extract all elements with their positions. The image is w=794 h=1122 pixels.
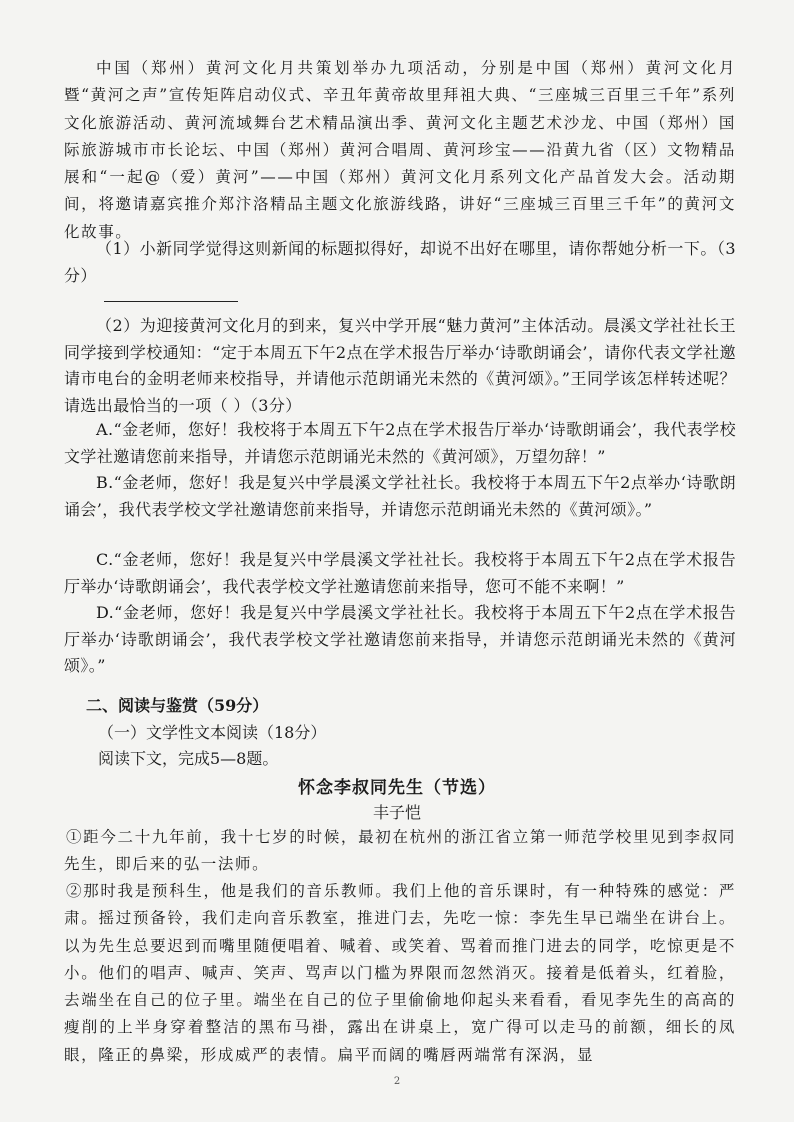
option-a: A.“金老师，您好！我校将于本周五下午2点在学术报告厅举办‘诗歌朗诵会’，我代表学校文学社邀请您前来指导，并请您示范朗诵光未然的《黄河颂》，万望勿辞！” [64,420,736,466]
article-paragraph-2: ②那时我是预科生，他是我们的音乐教师。我们上他的音乐课时，有一种特殊的感觉：严肃。摇过预备铃，我们走向音乐教室，推进门去，先吃一惊：李先生早已端坐在讲台上。以为先生总要迟到而嘴里随便唱着、喊着、或笑着、骂着而推门进去的同学，吃惊更是不小。他们的唱声、喊声、笑声、骂声以门槛为界限而忽然消灭。接着是低着头，红着脸，去端坐在自己的位子里。端坐在自己的位子里偷偷地仰起头来看看，看见李先生的高高的瘦削的上半身穿着整洁的黑布马褂，露出在讲桌上，宽广得可以走马的前额，细长的凤眼，隆正的鼻梁，形成威严的表情。扁平而阔的嘴唇两端常有深涡，显 [64,882,736,1064]
option-d: D.“金老师，您好！我是复兴中学晨溪文学社社长。我校将于本周五下午2点在学术报告厅举办‘诗歌朗诵会’，我代表学校文学社邀请您前来指导，并请您示范朗诵光未然的《黄河颂》。” [64,603,736,675]
article-author: 丰子恺 [372,803,421,822]
option-c: C.“金老师，您好！我是复兴中学晨溪文学社社长。我校将于本周五下午2点在学术报告厅举办‘诗歌朗诵会’，我代表学校文学社邀请您前来指导，您可不能不来啊！” [64,550,736,596]
question-1: （1）小新同学觉得这则新闻的标题拟得好，却说不出好在哪里，请你帮她分析一下。（3分） [64,239,736,285]
page-number: 2 [393,1076,401,1087]
subsection-heading: （一）文学性文本阅读（18分） [98,723,327,742]
question-2-stem: （2）为迎接黄河文化月的到来，复兴中学开展“魅力黄河”主体活动。晨溪文学社社长王同学接到学校通知：“定于本周五下午2点在学术报告厅举办‘诗歌朗诵会’，请你代表文学社邀请市电台的金明老师来校指导，并请他示范朗诵光未然的《黄河颂》。”王同学该怎样转述呢？请选出最恰当的一项（ ）（3分） [64,316,736,415]
option-b: B.“金老师，您好！我是复兴中学晨溪文学社社长。我校将于本周五下午2点举办‘诗歌朗诵会’，我代表学校文学社邀请您前来指导，并请您示范朗诵光未然的《黄河颂》。” [64,473,736,519]
article-title: 怀念李叔同先生（节选） [298,778,496,798]
news-body: 中国（郑州）黄河文化月共策划举办九项活动，分别是中国（郑州）黄河文化月暨“黄河之声”宣传矩阵启动仪式、辛丑年黄帝故里拜祖大典、“三座城三百里三千年”系列文化旅游活动、黄河流域舞台艺术精品演出季、黄河文化主题艺术沙龙、中国（郑州）国际旅游城市市长论坛、中国（郑州）黄河合唱周、黄河珍宝——沿黄九省（区）文物精品展和“一起@（爱）黄河”——中国（郑州）黄河文化月系列文化产品首发大会。活动期间，将邀请嘉宾推介郑汴洛精品主题文化旅游线路，讲好“三座城三百里三千年”的黄河文化故事。 [64,59,736,241]
section-heading: 二、阅读与鉴赏（59分） [86,696,269,715]
answer-blank-line[interactable] [104,301,238,302]
reading-instruction: 阅读下文，完成5—8题。 [98,749,279,768]
article-paragraph-1: ①距今二十九年前，我十七岁的时候，最初在杭州的浙江省立第一师范学校里见到李叔同先生，即后来的弘一法师。 [64,828,736,874]
